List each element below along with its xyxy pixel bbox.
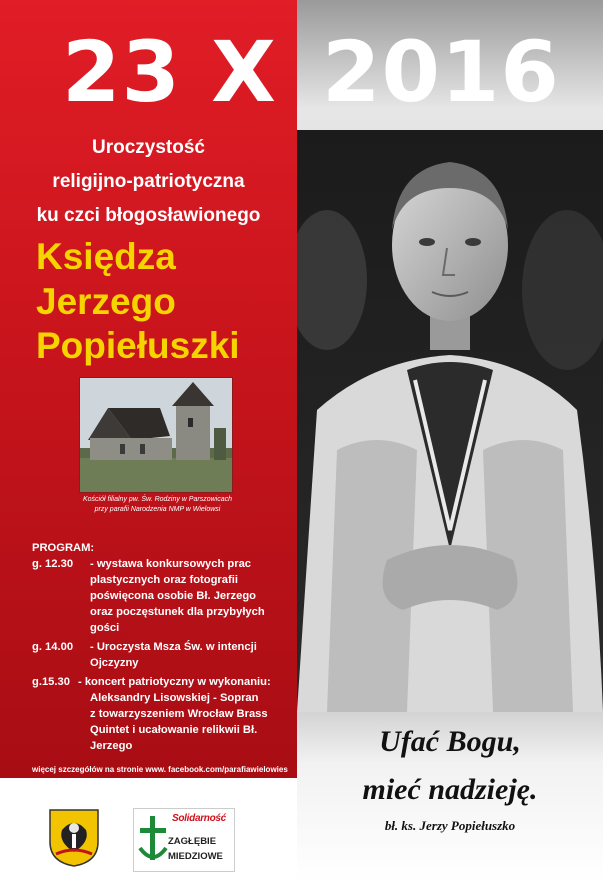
program-text: oraz poczęstunek dla przybyłych [90,606,265,618]
program-text: z towarzyszeniem Wrocław Brass [90,708,268,720]
quote-author: bł. ks. Jerzy Popiełuszko [384,818,516,833]
name-line-2: Jerzego [36,281,176,322]
program-time: g.15.30 [32,676,70,688]
cross-anchor-icon [136,810,170,870]
intro-line-2: religijno-patriotyczna [52,171,245,192]
name-line-3: Popiełuszki [36,325,240,366]
intro-line-3: ku czci błogosławionego [36,205,261,226]
program-text: - koncert patriotyczny w wykonaniu: [78,676,271,688]
program-item [32,639,292,655]
program-text: plastycznych oraz fotografii [90,574,238,586]
priest-portrait-illustration [297,130,603,712]
solidarnosc-wordmark: Solidarność [172,813,226,824]
more-info-link: więcej szczegółów na stronie www. facebook.com/parafiawielowies [32,765,288,774]
program-heading: PROGRAM: [32,542,95,554]
program-text: - Uroczysta Msza Św. w intencji [90,641,257,653]
quote-line-2: mieć nadzieję. [362,773,538,806]
program-text: gości [90,622,120,634]
program-item [32,674,292,690]
name-line-1: Księdza [36,236,176,277]
priest-portrait-photo [297,130,603,712]
church-photo [79,377,233,493]
program-item [32,556,292,572]
program-text: Jerzego [90,740,133,752]
coat-of-arms-icon [48,808,100,868]
coat-of-arms-logo [48,808,100,868]
program-text: Ojczyzny [90,657,139,669]
church-illustration [80,378,232,492]
program-text: poświęcona osobie Bł. Jerzego [90,590,256,602]
program-text: Quintet i ucałowanie relikwii Bł. [90,724,258,736]
program-section [32,540,292,754]
church-caption-line-1: Kościół filialny pw. Św. Rodziny w Parszowicach [82,496,232,503]
program-time: g. 14.00 [32,641,74,653]
program-text: - wystawa konkursowych prac [90,558,252,570]
logo-line-1: ZAGŁĘBIE [168,836,217,847]
program-text: Aleksandry Lisowskiej - Sopran [90,692,259,704]
program-time: g. 12.30 [32,558,74,570]
intro-line-1: Uroczystość [92,137,205,158]
quote-line-1: Ufać Bogu, [379,725,521,758]
solidarnosc-logo [133,808,235,872]
logo-line-2: MIEDZIOWE [168,851,223,862]
church-caption-line-2: przy parafii Narodzenia NMP w Wielowsi [94,506,221,513]
date-day-month: 23 X [62,23,277,121]
date-year: 2016 [322,23,560,121]
event-date [0,22,603,122]
